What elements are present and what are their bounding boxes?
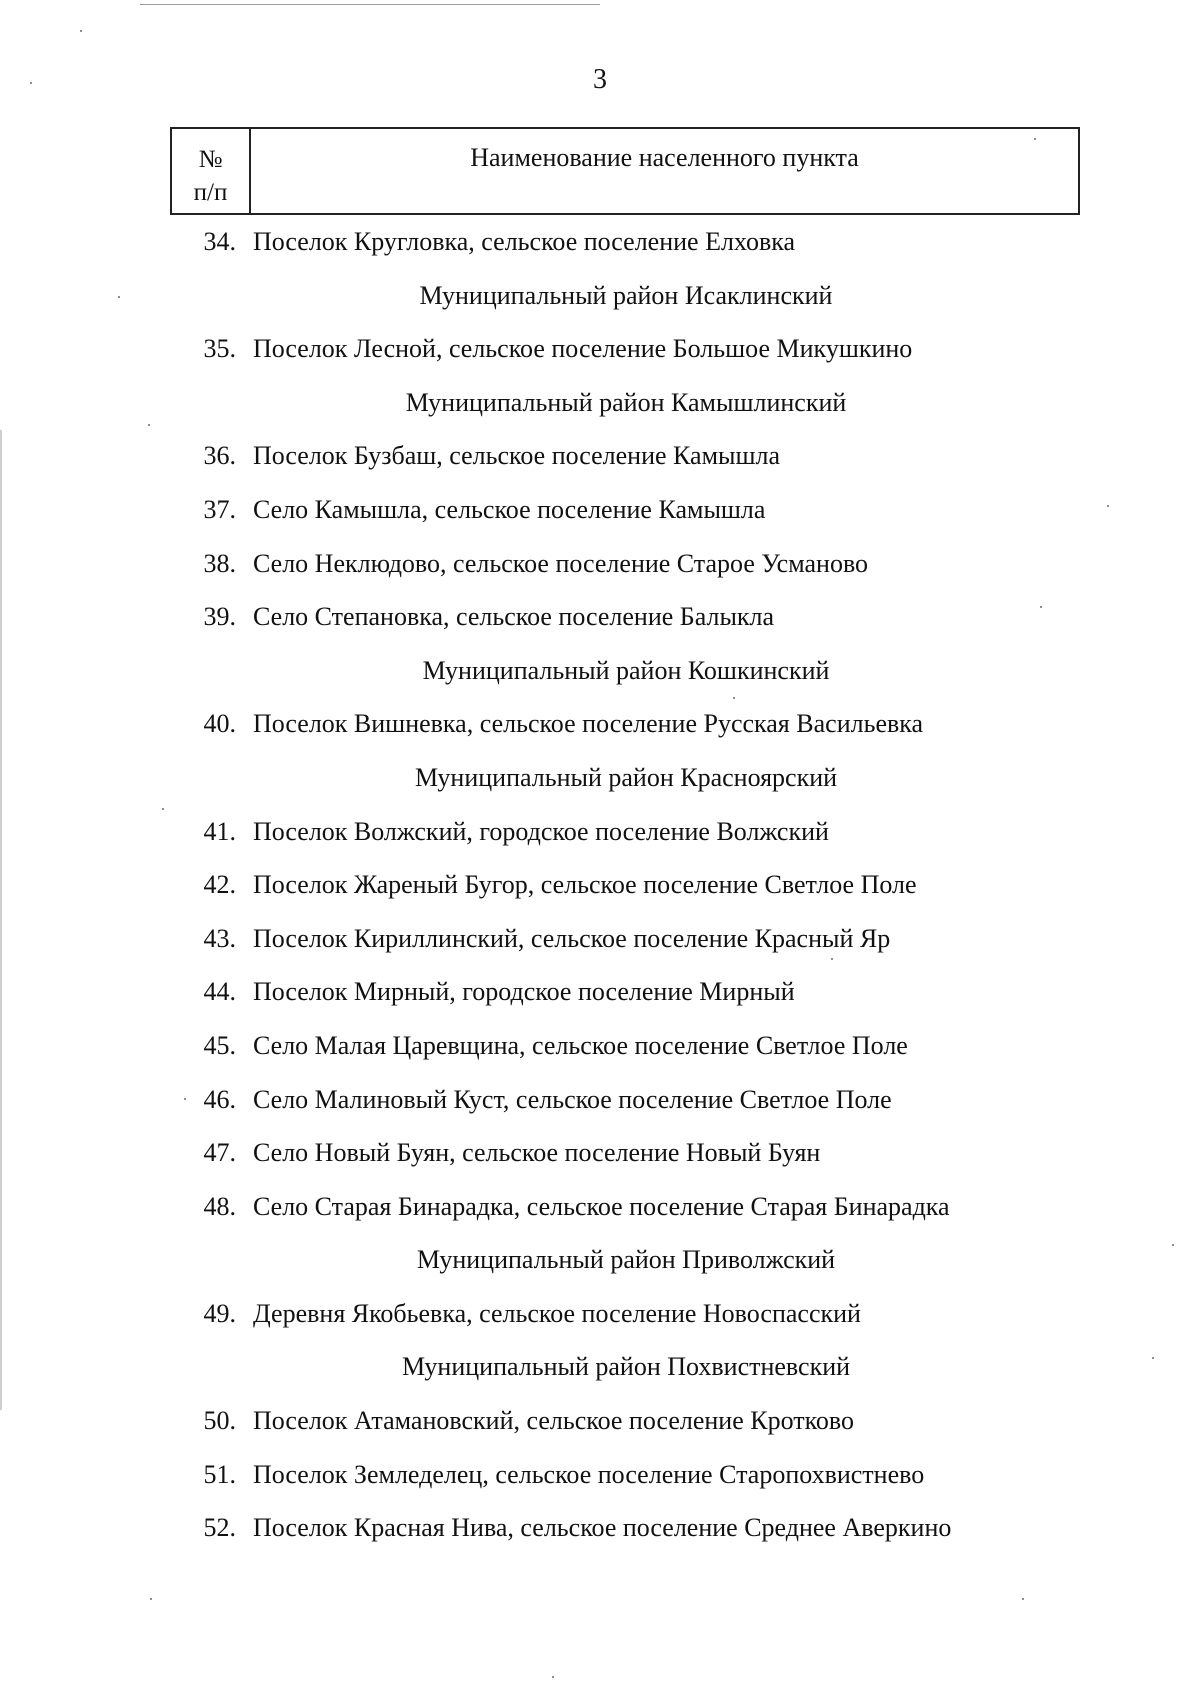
list-item — [0, 1025, 1200, 1079]
settlement-name: Село Малая Царевщина, сельское поселение Светлое Поле — [253, 1030, 908, 1060]
item-number: 43. — [203, 923, 236, 953]
list-item — [0, 703, 1200, 757]
header-name-column: Наименование населенного пункта — [470, 143, 859, 172]
settlement-name: Поселок Лесной, сельское поселение Большое Микушкино — [253, 334, 913, 364]
list-item — [0, 596, 1200, 650]
table-header — [170, 127, 1080, 215]
district-heading — [0, 275, 1200, 329]
list-item — [0, 1079, 1200, 1133]
list-item — [0, 543, 1200, 597]
district-name: Муниципальный район Камышлинский — [405, 387, 847, 417]
item-number: 39. — [203, 602, 236, 632]
item-number: 40. — [203, 709, 236, 739]
item-number: 51. — [203, 1459, 236, 1489]
list-item — [0, 435, 1200, 489]
list-item — [0, 811, 1200, 865]
page-number: 3 — [593, 64, 607, 95]
item-number: 38. — [203, 548, 236, 578]
scan-edge-top — [140, 4, 600, 5]
item-number: 36. — [203, 441, 236, 471]
settlement-name: Деревня Якобьевка, сельское поселение Новоспасский — [253, 1298, 861, 1328]
settlement-name: Село Новый Буян, сельское поселение Новый Буян — [253, 1138, 821, 1168]
item-number: 45. — [203, 1030, 236, 1060]
settlement-name: Поселок Волжский, городское поселение Волжский — [253, 816, 829, 846]
scan-speck — [552, 1676, 554, 1678]
settlement-name: Поселок Мирный, городское поселение Мирный — [253, 977, 795, 1007]
item-number: 41. — [203, 816, 236, 846]
item-number: 46. — [203, 1084, 236, 1114]
settlement-list — [0, 221, 1200, 1561]
scan-speck — [150, 1598, 152, 1600]
district-heading — [0, 1346, 1200, 1400]
item-number: 47. — [203, 1138, 236, 1168]
scan-speck — [80, 30, 82, 32]
settlement-name: Поселок Земледелец, сельское поселение Старопохвистнево — [253, 1459, 925, 1489]
header-number-abbrev: п/п — [193, 179, 228, 206]
list-item — [0, 1293, 1200, 1347]
item-number: 52. — [203, 1513, 236, 1543]
district-name: Муниципальный район Кошкинский — [422, 655, 830, 685]
list-item — [0, 1132, 1200, 1186]
list-item — [0, 864, 1200, 918]
settlement-name: Поселок Красная Нива, сельское поселение Среднее Аверкино — [253, 1513, 952, 1543]
item-number: 35. — [203, 334, 236, 364]
header-number-column — [172, 129, 251, 213]
list-item — [0, 221, 1200, 275]
district-name: Муниципальный район Приволжский — [416, 1245, 836, 1275]
settlement-name: Село Степановка, сельское поселение Балыкла — [253, 602, 775, 632]
header-number-symbol: № — [198, 146, 223, 173]
list-item — [0, 918, 1200, 972]
item-number: 48. — [203, 1191, 236, 1221]
list-item — [0, 1186, 1200, 1240]
settlement-name: Село Неклюдово, сельское поселение Старое Усманово — [253, 548, 869, 578]
district-heading — [0, 1239, 1200, 1293]
item-number: 50. — [203, 1406, 236, 1436]
settlement-name: Поселок Жареный Бугор, сельское поселение Светлое Поле — [253, 870, 917, 900]
list-item — [0, 971, 1200, 1025]
item-number: 49. — [203, 1298, 236, 1328]
settlement-name: Поселок Кругловка, сельское поселение Елховка — [253, 227, 796, 256]
district-name: Муниципальный район Красноярский — [414, 762, 838, 792]
district-name: Муниципальный район Исаклинский — [419, 280, 833, 310]
settlement-name: Поселок Кириллинский, сельское поселение Красный Яр — [253, 923, 891, 953]
district-heading — [0, 650, 1200, 704]
list-item — [0, 489, 1200, 543]
settlement-name: Поселок Бузбаш, сельское поселение Камышла — [253, 441, 781, 471]
district-heading — [0, 757, 1200, 811]
list-item — [0, 328, 1200, 382]
list-item — [0, 1454, 1200, 1508]
settlement-name: Село Малиновый Куст, сельское поселение Светлое Поле — [253, 1084, 892, 1114]
settlement-name: Село Камышла, сельское поселение Камышла — [253, 494, 766, 524]
item-number: 34. — [203, 227, 236, 256]
list-item — [0, 1400, 1200, 1454]
district-heading — [0, 382, 1200, 436]
settlement-name: Село Старая Бинарадка, сельское поселение Старая Бинарадка — [253, 1191, 950, 1221]
list-item — [0, 1507, 1200, 1561]
item-number: 37. — [203, 494, 236, 524]
settlement-name: Поселок Атамановский, сельское поселение Кротково — [253, 1406, 855, 1436]
item-number: 44. — [203, 977, 236, 1007]
district-name: Муниципальный район Похвистневский — [401, 1352, 851, 1382]
item-number: 42. — [203, 870, 236, 900]
scan-speck — [1022, 1598, 1024, 1600]
settlement-name: Поселок Вишневка, сельское поселение Русская Васильевка — [253, 709, 924, 739]
